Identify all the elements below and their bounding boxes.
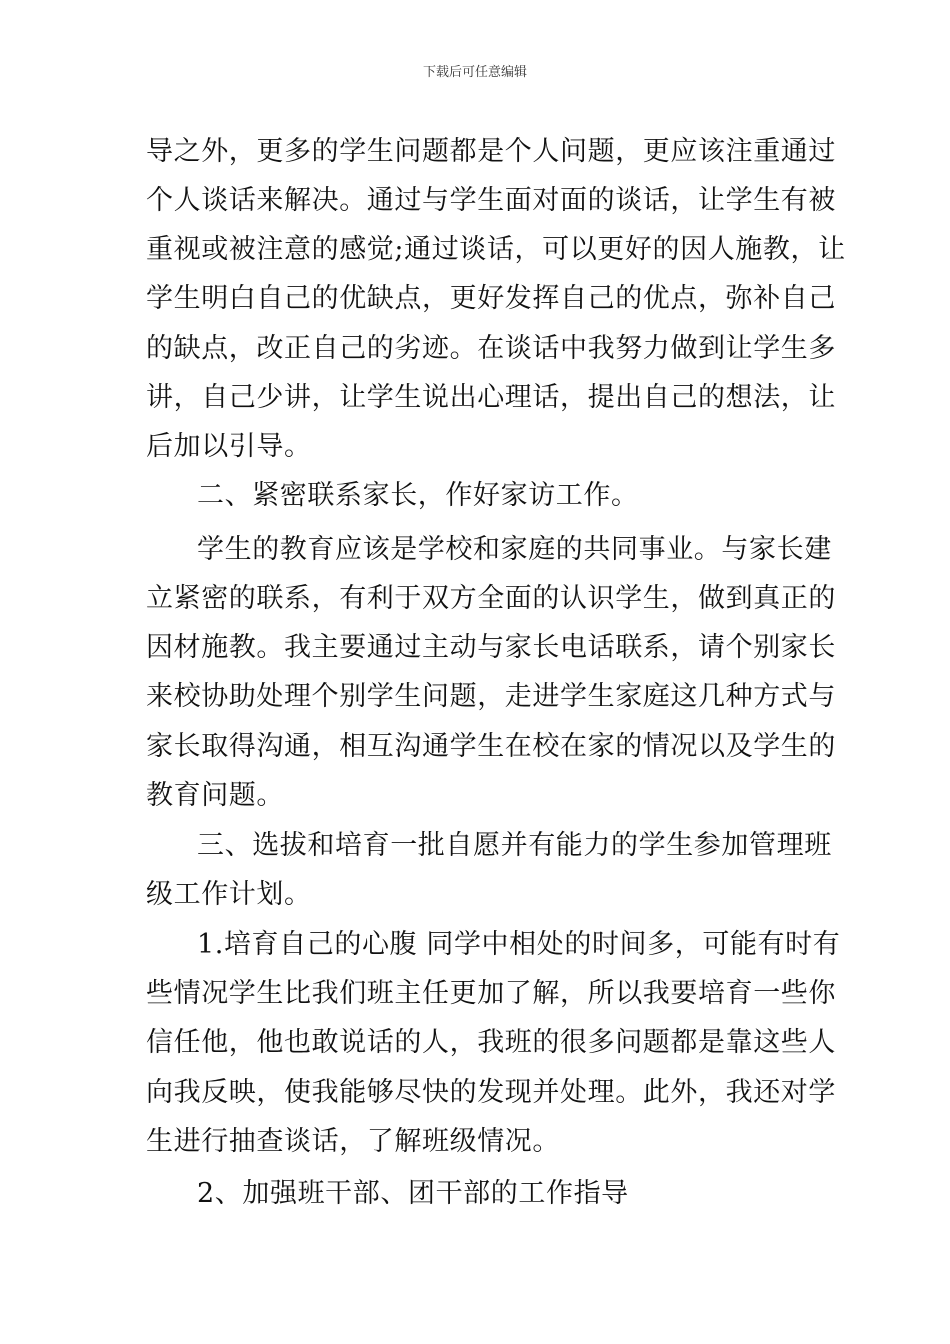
paragraph-line: 讲，自己少讲，让学生说出心理话，提出自己的想法，让 <box>146 382 836 413</box>
paragraph-line: 导之外，更多的学生问题都是个人问题，更应该注重通过 <box>146 136 836 167</box>
paragraph-line: 的缺点，改正自己的劣迹。在谈话中我努力做到让学生多 <box>146 333 836 364</box>
section-heading: 二、紧密联系家长，作好家访工作。 <box>197 480 639 511</box>
paragraph-line: 来校协助处理个别学生问题，走进学生家庭这几种方式与 <box>146 681 836 712</box>
paragraph-line: 立紧密的联系，有利于双方全面的认识学生，做到真正的 <box>146 583 836 614</box>
section-heading: 三、选拔和培育一批自愿并有能力的学生参加管理班 <box>197 830 832 861</box>
paragraph-line: 家长取得沟通，相互沟通学生在校在家的情况以及学生的 <box>146 731 836 762</box>
paragraph-line: 些情况学生比我们班主任更加了解，所以我要培育一些你 <box>146 978 836 1009</box>
paragraph-line: 后加以引导。 <box>146 431 312 462</box>
paragraph-line: 教育问题。 <box>146 780 284 811</box>
section-heading-continued: 级工作计划。 <box>146 879 312 910</box>
paragraph-line: 个人谈话来解决。通过与学生面对面的谈话，让学生有被 <box>146 185 836 216</box>
paragraph-line: 学生的教育应该是学校和家庭的共同事业。与家长建 <box>197 534 832 565</box>
paragraph-line: 因材施教。我主要通过主动与家长电话联系，请个别家长 <box>146 632 836 663</box>
paragraph-line: 生进行抽查谈话，了解班级情况。 <box>146 1126 560 1157</box>
page-header: 下载后可任意编辑 <box>422 65 527 80</box>
list-item-2: 2、加强班干部、团干部的工作指导 <box>197 1178 629 1209</box>
paragraph-line: 学生明白自己的优缺点，更好发挥自己的优点，弥补自己 <box>146 283 836 314</box>
list-item-1: 1.培育自己的心腹 同学中相处的时间多，可能有时有 <box>197 929 841 960</box>
paragraph-line: 向我反映，使我能够尽快的发现并处理。此外，我还对学 <box>146 1077 836 1108</box>
paragraph-line: 重视或被注意的感觉;通过谈话，可以更好的因人施教，让 <box>146 234 846 265</box>
paragraph-line: 信任他，他也敢说话的人，我班的很多问题都是靠这些人 <box>146 1027 836 1058</box>
